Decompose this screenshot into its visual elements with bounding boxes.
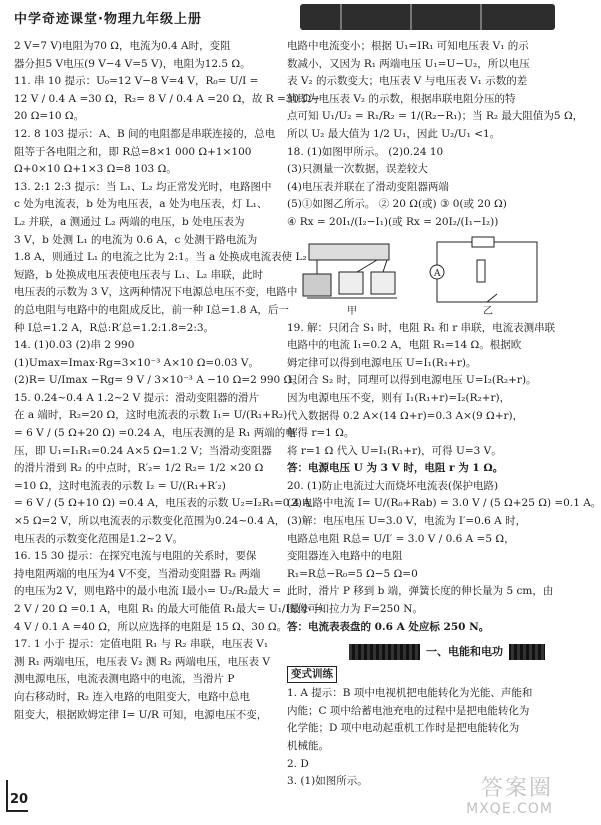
text-line: 向右移动时，R₂ 连入电路的电阻变大，电路中总电 — [14, 690, 250, 703]
text-line: 19. 解：只闭合 S₁ 时，电阻 R₁ 和 r 串联，电流表测串联 — [287, 321, 556, 334]
text-line: 电压表的示数变化范围是1.2~2 V。 — [14, 532, 184, 545]
text-line: 电路中的电流 I₁=0.2 A，电阻 R₁=14 Ω。根据欧 — [287, 339, 522, 352]
apparatus-drawing — [303, 244, 397, 298]
text-line: ×5 Ω=2 V，所以电流表的示数变化范围为0.24~0.4 A， — [14, 515, 286, 528]
text-line: L₂ 并联，a 测通过 L₂ 两端的电压，b 处电压表为 — [14, 215, 245, 228]
text-line: = 6 V / (5 Ω+10 Ω) =0.4 A，电压表的示数 U₂=I₂R₁=0.4 A — [14, 497, 311, 510]
text-line: 只闭合 S₂ 时，同理可以得到电源电压 U=I₂(R₂+r)。 — [287, 374, 537, 387]
text-line: 姆定律可以得到电源电压 U=I₁(R₁+r)。 — [287, 356, 477, 369]
text-line: 电路总电阻 R总= U/I′ = 3.0 V / 0.6 A =5 Ω， — [287, 532, 515, 545]
circuit-diagram — [287, 234, 549, 318]
svg-text:A: A — [434, 268, 441, 279]
text-line: =10 Ω，这时电流表的示数 I₂ = U/(R₁+R′₂) — [14, 479, 226, 492]
text-line: c 处为电流表，b 处为电压表，a 处为电压表，灯 L₁、 — [14, 198, 268, 211]
text-line: 点可知 U₁/U₂ = R₁/R₂ = 1/(R₂−R₁)；当 R₂ 最大阻值为5 Ω， — [287, 110, 584, 123]
book-title: 中学奇迹课堂·物理九年级上册 — [14, 12, 202, 27]
text-line: 解得 r=1 Ω。 — [287, 427, 355, 440]
text-line: Ω+0×10 Ω+1×3 Ω=8 103 Ω。 — [14, 163, 177, 176]
text-line: (2)电路中电流 I= U/(R₀+Rab) = 3.0 V / (5 Ω+25 Ω) =0.1 A。 — [287, 497, 601, 510]
text-line: 14. (1)0.03 (2)串 2 990 — [14, 339, 135, 352]
text-line: 器分担5 V电压(9 V−4 V=5 V)，电阻为12.5 Ω。 — [14, 57, 251, 70]
text-line: 16. 15 30 提示：在探究电流与电阻的关系时，要保 — [14, 550, 257, 563]
text-line: 的总电阻与电路中的电阻成反比，前一种 I总=1.8 A，后一 — [14, 303, 289, 316]
text-line: 持电阻两端的电压为4 V不变，当滑动变阻器 R₂ 两端 — [14, 567, 261, 580]
text-line: 种 I总=1.2 A，R总:R′总=1.2:1.8=2:3。 — [14, 321, 215, 334]
page-number: 20 — [10, 792, 29, 807]
text-line: 阻等于各电阻之和，即 R总=8×1 000 Ω+1×100 — [14, 145, 252, 158]
text-line: ④ Rx = 20I₁/(I₂−I₁)(或 Rx = 20I₂/(I₁−I₂)) — [287, 215, 499, 228]
text-line: 1.8 A，则通过 L₁ 的电流之比为 2:1。当 a 处换成电流表使 L₂ — [14, 251, 307, 264]
watermark-text: 答案圈 — [480, 776, 553, 801]
text-line: (3)解：电压电压 U=3.0 V，电流为 I′=0.6 A 时， — [287, 515, 527, 528]
text-line: 答：电源电压 U 为 3 V 时，电阻 r 为 1 Ω。 — [287, 462, 504, 475]
text-line: 1. A 提示：B 项中电视机把电能转化为光能、声能和 — [287, 687, 533, 700]
header-banner-image — [300, 4, 555, 30]
text-line: 测 R₁ 两端电压，电压表 V₂ 测 R₂ 两端电压，电压表 V — [14, 655, 270, 668]
text-line: 短路，b 处换成电压表使电压表与 L₁、L₂ 串联，此时 — [14, 268, 264, 281]
text-line: 电路中电流变小；根据 U₁=IR₁ 可知电压表 V₁ 的示 — [287, 40, 529, 52]
text-line: (2)R= U/Imax −Rg= 9 V / 3×10⁻³ A −10 Ω=2 990 Ω。 — [14, 374, 303, 387]
text-line: 图像可知拉力为 F=250 N。 — [287, 603, 423, 616]
text-line: 13. 2:1 2:3 提示：当 L₁、L₂ 均正常发光时，电路图中 — [14, 180, 272, 193]
text-line: 变阻器连入电路中的电阻 — [287, 550, 403, 563]
figure-label-jia: 甲 — [347, 305, 357, 317]
circuit-schematic — [430, 237, 537, 302]
circuit-figure — [287, 234, 549, 318]
text-line: 内能；C 项中给蓄电池充电的过程中是把电能转化为 — [287, 704, 530, 717]
text-line: 11. 串 10 提示：U₀=12 V−8 V=4 V，R₀= U/I = — [14, 75, 259, 88]
text-line: 机械能。 — [287, 740, 329, 752]
watermark-logo — [466, 776, 553, 819]
text-line: 2 V=7 V)电阻为70 Ω，电流为0.4 A时，变阻 — [14, 40, 231, 52]
watermark-url: MXQE.COM — [466, 801, 553, 817]
text-line: 值即为电压表 V₂ 的示数，根据串联电阻分压的特 — [287, 92, 516, 105]
text-line: 的电压为2 V，则电路中的最小电流 I最小= U₂/R₂最大 = — [14, 585, 282, 598]
text-line: 所以 U₂ 最大值为 1/2 U₁，因此 U₂/U₁ <1。 — [287, 127, 501, 140]
text-line: 数减小，又因为 R₁ 两端电压 U₁=U−U₂，所以电压 — [287, 57, 530, 70]
text-line: 17. 1 小于 提示：定值电阻 R₁ 与 R₂ 串联，电压表 V₁ — [14, 638, 269, 651]
text-line: 18. (1)如图甲所示。 (2)0.24 10 — [287, 145, 444, 158]
text-line: 将 r=1 Ω 代入 U=I₁(R₁+r)，可得 U=3 V。 — [287, 444, 502, 457]
text-line: 3 V，b 处测 L₁ 的电流为 0.6 A，c 处测干路电流为 — [14, 233, 258, 246]
text-line: 4 V / 0.1 A =40 Ω，所以应选择的电阻是 15 Ω、30 Ω。 — [14, 620, 288, 633]
text-line: 答：电流表表盘的 0.6 A 处应标 250 N。 — [287, 620, 490, 633]
text-line: 表 V₂ 的示数变大；电压表 V 与电压表 V₁ 示数的差 — [287, 75, 528, 88]
text-line: 3. (1)如图所示。 — [287, 775, 368, 788]
right-column — [287, 38, 601, 791]
text-line: (5)①如图乙所示。 ② 20 Ω(或) ③ 0(或 20 Ω) — [287, 198, 507, 211]
text-line: 12. 8 103 提示：A、B 间的电阻都是串联连接的，总电 — [14, 127, 276, 140]
page-header — [0, 0, 563, 34]
text-line: 阻变大，根据欧姆定律 I= U/R 可知，电源电压不变， — [14, 708, 268, 721]
text-line: 化学能；D 项中电动起重机工作时是把电能转化为 — [287, 722, 520, 735]
text-line: (1)Umax=Imax·Rg=3×10⁻³ A×10 Ω=0.03 V。 — [14, 356, 260, 369]
figure-label-yi: 乙 — [483, 305, 493, 317]
text-line: 20. (1)防止电流过大而烧坏电流表(保护电路) — [287, 479, 499, 492]
text-line: = 6 V / (5 Ω+20 Ω) =0.24 A，电压表测的是 R₁ 两端的电 — [14, 427, 296, 440]
text-line: 压，即 U₁=I₁R₁=0.24 A×5 Ω=1.2 V；当滑动变阻器 — [14, 444, 272, 457]
variant-training-tag: 变式训练 — [287, 666, 337, 683]
text-line: 的滑片滑到 R₂ 的中点时，R′₂= 1/2 R₂= 1/2 ×20 Ω — [14, 462, 264, 475]
text-line: 测电源电压，电流表测电路中的电流，当滑片 P — [14, 673, 235, 686]
text-line: 在 a 端时，R₂=20 Ω，这时电流表的示数 I₁= U/(R₁+R₂) — [14, 409, 288, 422]
text-line: 2 V / 20 Ω =0.1 A，电阻 R₁ 的最大可能值 R₁最大= U₁/I最小 = — [14, 603, 323, 615]
text-line: 2. D — [287, 757, 309, 770]
text-line: 此时，滑片 P 移到 b 端，弹簧长度的伸长量为 5 cm，由 — [287, 585, 554, 598]
text-line: 因为电源电压不变，则有 I₁(R₁+r)=I₂(R₂+r)， — [287, 391, 511, 404]
text-line: (4)电压表并联在了滑动变阻器两端 — [287, 180, 449, 193]
section-header — [287, 642, 549, 660]
text-line: 代入数据得 0.2 A×(14 Ω+r)=0.3 A×(9 Ω+r)， — [287, 409, 524, 422]
text-line: 12 V / 0.4 A =30 Ω，R₂= 8 V / 0.4 A =20 Ω，故 R =30 Ω− — [14, 92, 320, 105]
section-title: 一、电能和电功 — [420, 644, 509, 660]
text-line: (3)只测量一次数据，误差较大 — [287, 163, 428, 176]
text-line: 20 Ω=10 Ω。 — [14, 110, 85, 123]
text-line: 15. 0.24~0.4 A 1.2~2 V 提示：滑动变阻器的滑片 — [14, 391, 260, 404]
text-line: R₁=R总−R₀=5 Ω−5 Ω=0 — [287, 567, 418, 580]
text-line: 电压表的示数为 3 V，这两种情况下电源总电压不变，电路中 — [14, 286, 298, 299]
